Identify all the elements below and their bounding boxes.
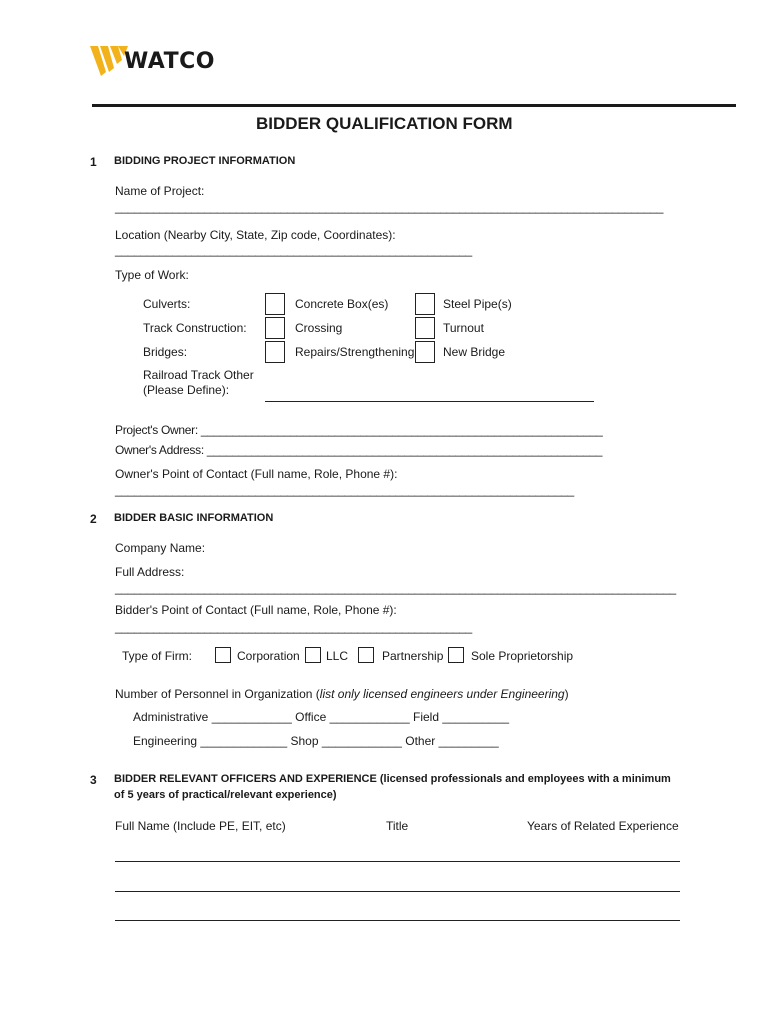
work-label-track-construction: Track Construction: <box>143 321 247 335</box>
header-rule <box>92 104 736 107</box>
option-turnout: Turnout <box>443 321 484 335</box>
company-name-label: Company Name: <box>115 541 206 555</box>
personnel-label: Number of Personnel in Organization (list only licensed engineers under Engineering) <box>115 687 569 701</box>
checkbox-turnout[interactable] <box>415 317 435 339</box>
firm-type-corporation: Corporation <box>237 649 300 663</box>
firm-type-label: Type of Firm: <box>122 649 193 663</box>
section3-number: 3 <box>90 773 97 787</box>
watco-logo-text: WATCO <box>124 49 215 74</box>
checkbox-llc[interactable] <box>305 647 321 663</box>
project-name-label: Name of Project: <box>115 184 205 198</box>
checkbox-crossing[interactable] <box>265 317 285 339</box>
officer-row-1[interactable] <box>115 861 680 862</box>
section1-title: BIDDING PROJECT INFORMATION <box>114 155 296 167</box>
work-label-culverts: Culverts: <box>143 297 191 311</box>
checkbox-partnership[interactable] <box>358 647 374 663</box>
full-address-label: Full Address: <box>115 565 185 579</box>
firm-type-llc: LLC <box>326 649 349 663</box>
checkbox-new-bridge[interactable] <box>415 341 435 363</box>
personnel-row-1[interactable]: Administrative ____________ Office ____________ Field __________ <box>133 710 510 724</box>
column-years-experience: Years of Related Experience <box>527 819 679 833</box>
railroad-other-field[interactable] <box>265 401 594 402</box>
option-repairs-strengthening: Repairs/Strengthening <box>295 345 415 359</box>
firm-type-sole-proprietorship: Sole Proprietorship <box>471 649 574 663</box>
project-owner-field[interactable]: Project's Owner: _______________________________________________________________ <box>115 423 603 437</box>
checkbox-corporation[interactable] <box>215 647 231 663</box>
project-name-field[interactable]: ______________________________________________________________________________________ <box>115 200 664 214</box>
location-label: Location (Nearby City, State, Zip code, Coordinates): <box>115 228 396 242</box>
railroad-other-label-line1: Railroad Track Other <box>143 368 254 382</box>
checkbox-steel-pipes[interactable] <box>415 293 435 315</box>
firm-type-partnership: Partnership <box>382 649 444 663</box>
section1-number: 1 <box>90 155 97 169</box>
option-new-bridge: New Bridge <box>443 345 506 359</box>
checkbox-concrete-boxes[interactable] <box>265 293 285 315</box>
owner-address-field[interactable]: Owner's Address: ______________________________________________________________ <box>115 443 603 457</box>
work-label-bridges: Bridges: <box>143 345 188 359</box>
checkbox-repairs-strengthening[interactable] <box>265 341 285 363</box>
railroad-other-label-line2: (Please Define): <box>143 383 230 397</box>
officer-row-3[interactable] <box>115 920 680 921</box>
location-field[interactable]: ________________________________________________________ <box>115 243 472 257</box>
option-steel-pipes: Steel Pipe(s) <box>443 297 512 311</box>
section2-number: 2 <box>90 512 97 526</box>
type-of-work-label: Type of Work: <box>115 268 189 282</box>
owner-contact-label: Owner's Point of Contact (Full name, Role, Phone #): <box>115 467 398 481</box>
option-crossing: Crossing <box>295 321 343 335</box>
column-title: Title <box>386 819 409 833</box>
checkbox-sole-proprietorship[interactable] <box>448 647 464 663</box>
bidder-contact-field[interactable]: ________________________________________________________ <box>115 620 472 634</box>
section3-title-line1: BIDDER RELEVANT OFFICERS AND EXPERIENCE (licensed professionals and employees with a minimum <box>114 773 671 785</box>
officer-row-2[interactable] <box>115 891 680 892</box>
option-concrete-boxes: Concrete Box(es) <box>295 297 389 311</box>
personnel-row-2[interactable]: Engineering _____________ Shop ____________ Other _________ <box>133 734 499 748</box>
column-full-name: Full Name (Include PE, EIT, etc) <box>115 819 286 833</box>
form-title: BIDDER QUALIFICATION FORM <box>256 114 513 133</box>
section3-title-line2: of 5 years of practical/relevant experience) <box>114 789 337 801</box>
owner-contact-field[interactable]: ________________________________________________________________________ <box>115 483 574 497</box>
full-address-field[interactable]: ________________________________________________________________________________________ <box>115 581 676 595</box>
bidder-contact-label: Bidder's Point of Contact (Full name, Role, Phone #): <box>115 603 397 617</box>
section2-title: BIDDER BASIC INFORMATION <box>114 512 274 524</box>
